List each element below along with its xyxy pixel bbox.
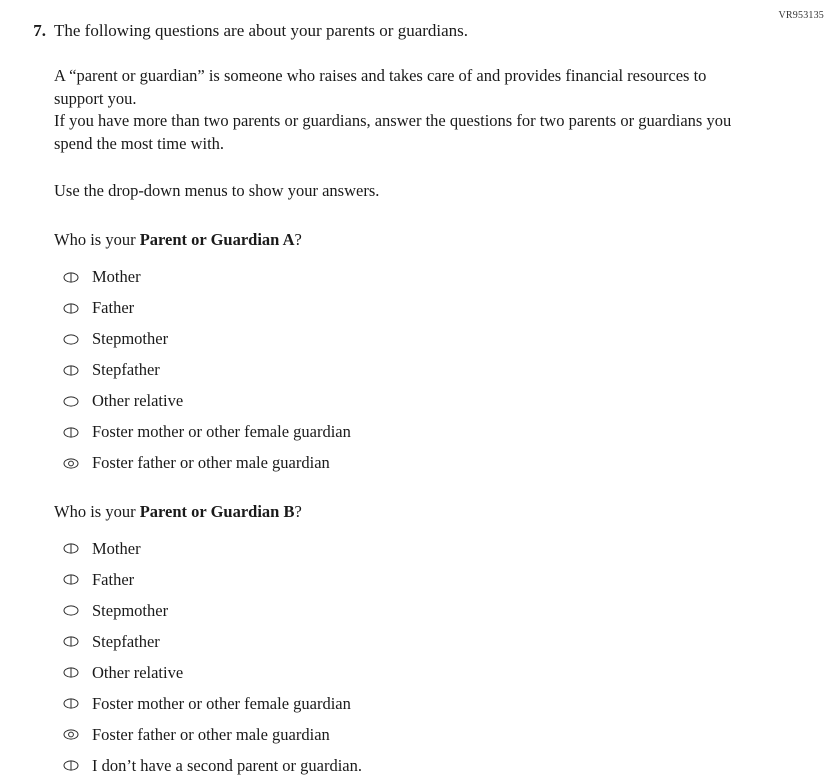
dropdown-menu-icon[interactable] bbox=[60, 426, 82, 439]
list-item[interactable] bbox=[60, 324, 780, 355]
option-label: Foster mother or other female guardian bbox=[92, 694, 351, 714]
dropdown-menu-icon[interactable] bbox=[60, 302, 82, 315]
list-item[interactable] bbox=[60, 595, 780, 626]
option-label: I don’t have a second parent or guardian. bbox=[92, 756, 363, 776]
subquestion-a-prompt-prefix: Who is your bbox=[54, 229, 140, 249]
option-label: Foster father or other male guardian bbox=[92, 453, 330, 473]
description-paragraph-1: A “parent or guardian” is someone who raises and takes care of and provides financial resources to support you. bbox=[54, 65, 707, 108]
option-label: Father bbox=[92, 570, 135, 590]
options-group-b bbox=[60, 533, 780, 781]
list-item[interactable] bbox=[60, 386, 780, 417]
list-item[interactable] bbox=[60, 750, 780, 781]
dropdown-menu-icon[interactable] bbox=[60, 697, 82, 710]
options-group-a bbox=[60, 262, 780, 479]
dropdown-menu-icon[interactable] bbox=[60, 271, 82, 284]
dropdown-menu-icon[interactable] bbox=[60, 457, 82, 470]
subquestion-b-prompt-bold: Parent or Guardian B bbox=[139, 501, 295, 521]
subquestion-a-prompt-bold: Parent or Guardian A bbox=[139, 229, 295, 249]
list-item[interactable] bbox=[60, 355, 780, 386]
dropdown-menu-icon[interactable] bbox=[60, 364, 82, 377]
option-label: Foster mother or other female guardian bbox=[92, 422, 351, 442]
description-paragraph-2: If you have more than two parents or guardians, answer the questions for two parents or guardians you spend the most time with. bbox=[54, 111, 732, 154]
question-heading bbox=[20, 20, 780, 43]
option-label: Other relative bbox=[92, 391, 184, 411]
subquestion-b-prompt-prefix: Who is your bbox=[54, 501, 140, 521]
option-label: Other relative bbox=[92, 663, 184, 683]
dropdown-menu-icon[interactable] bbox=[60, 666, 82, 679]
list-item[interactable] bbox=[60, 626, 780, 657]
subquestion-a-prompt-suffix: ? bbox=[294, 229, 302, 249]
list-item[interactable] bbox=[60, 533, 780, 564]
list-item[interactable] bbox=[60, 657, 780, 688]
option-label: Father bbox=[92, 298, 135, 318]
list-item[interactable] bbox=[60, 448, 780, 479]
option-label: Stepmother bbox=[92, 329, 169, 349]
document-code: VR953135 bbox=[778, 10, 824, 21]
subquestion-a-prompt bbox=[54, 229, 780, 252]
dropdown-menu-icon[interactable] bbox=[60, 759, 82, 772]
list-item[interactable] bbox=[60, 417, 780, 448]
dropdown-menu-icon[interactable] bbox=[60, 395, 82, 408]
list-item[interactable] bbox=[60, 688, 780, 719]
question-title: The following questions are about your parents or guardians. bbox=[54, 21, 469, 40]
dropdown-menu-icon[interactable] bbox=[60, 728, 82, 741]
subquestion-b-prompt-suffix: ? bbox=[294, 501, 302, 521]
subquestion-b-prompt bbox=[54, 501, 780, 524]
question-number: 7. bbox=[33, 21, 46, 40]
dropdown-menu-icon[interactable] bbox=[60, 573, 82, 586]
option-label: Mother bbox=[92, 267, 141, 287]
list-item[interactable] bbox=[60, 293, 780, 324]
question-block bbox=[20, 20, 780, 781]
dropdown-menu-icon[interactable] bbox=[60, 604, 82, 617]
list-item[interactable] bbox=[60, 719, 780, 750]
question-instruction: Use the drop-down menus to show your answers. bbox=[54, 181, 380, 200]
list-item[interactable] bbox=[60, 262, 780, 293]
dropdown-menu-icon[interactable] bbox=[60, 542, 82, 555]
option-label: Stepfather bbox=[92, 360, 160, 380]
list-item[interactable] bbox=[60, 564, 780, 595]
dropdown-menu-icon[interactable] bbox=[60, 635, 82, 648]
option-label: Stepmother bbox=[92, 601, 169, 621]
option-label: Foster father or other male guardian bbox=[92, 725, 330, 745]
question-description bbox=[54, 65, 744, 156]
option-label: Stepfather bbox=[92, 632, 160, 652]
dropdown-menu-icon[interactable] bbox=[60, 333, 82, 346]
option-label: Mother bbox=[92, 539, 141, 559]
